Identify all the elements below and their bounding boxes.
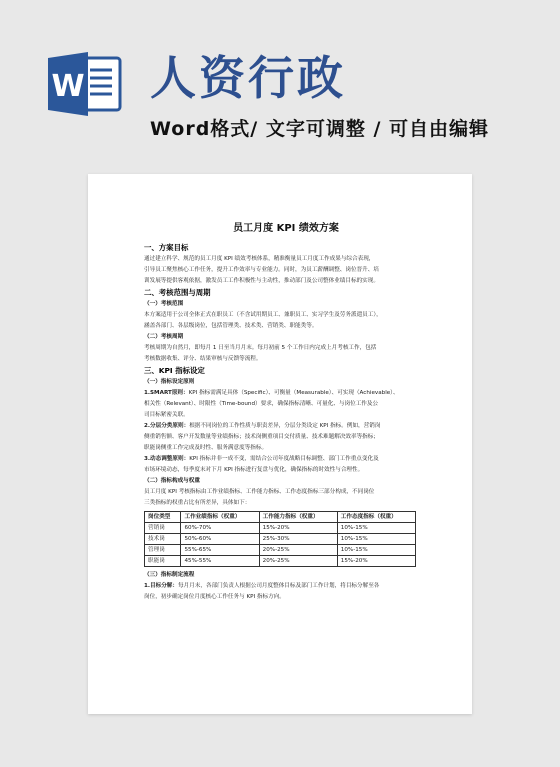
document-page xyxy=(88,174,472,714)
table-row xyxy=(145,545,416,556)
table-row xyxy=(145,556,416,567)
rule-text: KPI 指标并非一成不变，需结合公司年度战略目标调整、部门工作重点变化及 xyxy=(189,456,379,462)
word-icon xyxy=(48,52,124,116)
section-heading: 三、KPI 指标设定 xyxy=(144,366,205,375)
paragraph-line: 市场环境动态，每季度末对下月 KPI 指标进行复盘与优化，确保指标的时效性与合理性。 xyxy=(144,467,364,473)
table-header-row xyxy=(145,512,416,523)
table-cell: 管理岗 xyxy=(145,545,181,556)
document-body xyxy=(144,222,428,603)
table-cell: 25%-30% xyxy=(259,534,337,545)
section-heading: 二、考核范围与周期 xyxy=(144,288,211,297)
rule-text: KPI 指标需满足具体（Specific）、可衡量（Measurable）、可实现（Achievable）、 xyxy=(188,390,399,396)
paragraph-line: 本方案适用于公司全体正式在职员工（不含试用期员工、兼职员工、实习学生及劳务派遣员工）， xyxy=(144,312,382,318)
table-cell: 营销岗 xyxy=(145,523,181,534)
table-row xyxy=(145,523,416,534)
paragraph-line xyxy=(144,454,428,465)
table-cell: 15%-20% xyxy=(337,556,415,567)
table-header-cell: 工作态度指标（权重） xyxy=(337,512,415,523)
table-cell: 20%-25% xyxy=(259,556,337,567)
banner-subtitle: Word格式/ 文字可调整 / 可自由编辑 xyxy=(150,118,490,140)
subsection-heading: （二）考核周期 xyxy=(144,334,184,340)
paragraph-line: 通过建立科学、规范的员工月度 KPI 绩效考核体系，精准衡量员工月度工作成果与综合表现， xyxy=(144,256,375,262)
table-cell: 10%-15% xyxy=(337,534,415,545)
word-icon-letter: W xyxy=(51,69,85,104)
document-title: 员工月度 KPI 绩效方案 xyxy=(233,223,339,234)
paragraph-line: 相关性（Relevant）、时限性（Time-bound）要求，确保指标清晰、可量化、与岗位工作及公 xyxy=(144,401,379,407)
table-cell: 50%-60% xyxy=(181,534,259,545)
paragraph-line xyxy=(144,421,428,432)
table-header-cell: 工作业绩指标（权重） xyxy=(181,512,259,523)
paragraph-line xyxy=(144,388,428,399)
rule-text: 根据不同岗位的工作性质与职责差异，分层分类设定 KPI 指标。例如，营销岗 xyxy=(189,423,381,429)
paragraph-line: 职能岗侧重工作完成及时性、服务满意度等指标。 xyxy=(144,445,268,451)
table-cell: 技术岗 xyxy=(145,534,181,545)
paragraph-line: 训发展等提供客观依据，激发员工工作积极性与主动性，推动部门及公司整体业绩目标的实现。 xyxy=(144,278,379,284)
banner-title: 人资行政 xyxy=(150,51,346,105)
table-cell: 45%-55% xyxy=(181,556,259,567)
subsection-heading: （一）考核范围 xyxy=(144,301,184,307)
rule-label: 1.SMART原则： xyxy=(144,390,189,396)
table-header-cell: 岗位类型 xyxy=(145,512,181,523)
rule-label: 3.动态调整原则： xyxy=(144,456,190,462)
paragraph-line: 引导员工聚焦核心工作任务，提升工作效率与专业能力。同时，为员工薪酬调整、岗位晋升、培 xyxy=(144,267,379,273)
table-header-cell: 工作能力指标（权重） xyxy=(259,512,337,523)
paragraph-line: 涵盖各部门、各层级岗位，包括管理类、技术类、营销类、职能类等。 xyxy=(144,323,318,329)
banner xyxy=(0,0,560,160)
table-cell: 60%-70% xyxy=(181,523,259,534)
table-cell: 10%-15% xyxy=(337,545,415,556)
rule-label: 1.目标分解： xyxy=(144,583,178,589)
table-cell: 职能岗 xyxy=(145,556,181,567)
weight-table xyxy=(144,511,416,567)
rule-text: 每月月末，各部门负责人根据公司月度整体目标及部门工作计划，将目标分解至各 xyxy=(178,583,380,589)
table-row xyxy=(145,534,416,545)
paragraph-line: 司目标紧密关联。 xyxy=(144,412,189,418)
paragraph-line: 考核数据收集、评分、结果审核与反馈等流程。 xyxy=(144,356,262,362)
paragraph-line: 考核周期为自然月，即每月 1 日至当月月末。每月初前 5 个工作日内完成上月考核工作，包括 xyxy=(144,345,377,351)
table-cell: 15%-20% xyxy=(259,523,337,534)
subsection-heading: （三）指标制定流程 xyxy=(144,572,195,578)
paragraph-line: 员工月度 KPI 考核指标由工作业绩指标、工作能力指标、工作态度指标三部分构成，不同岗位 xyxy=(144,489,375,495)
table-cell: 55%-65% xyxy=(181,545,259,556)
subsection-heading: （一）指标设定原则 xyxy=(144,379,195,385)
paragraph-line: 侧重销售额、客户开发数量等业绩指标；技术岗侧重项目交付质量、技术难题解决效率等指标； xyxy=(144,434,379,440)
rule-label: 2.分层分类原则： xyxy=(144,423,190,429)
paragraph-line xyxy=(144,581,428,592)
table-cell: 20%-25% xyxy=(259,545,337,556)
table-cell: 10%-15% xyxy=(337,523,415,534)
section-heading: 一、方案目标 xyxy=(144,243,189,252)
paragraph-line: 三类指标的权重占比有所差异，具体如下： xyxy=(144,500,251,506)
paragraph-line: 岗位，初步确定岗位月度核心工作任务与 KPI 指标方向。 xyxy=(144,594,285,600)
subsection-heading: （二）指标构成与权重 xyxy=(144,478,200,484)
